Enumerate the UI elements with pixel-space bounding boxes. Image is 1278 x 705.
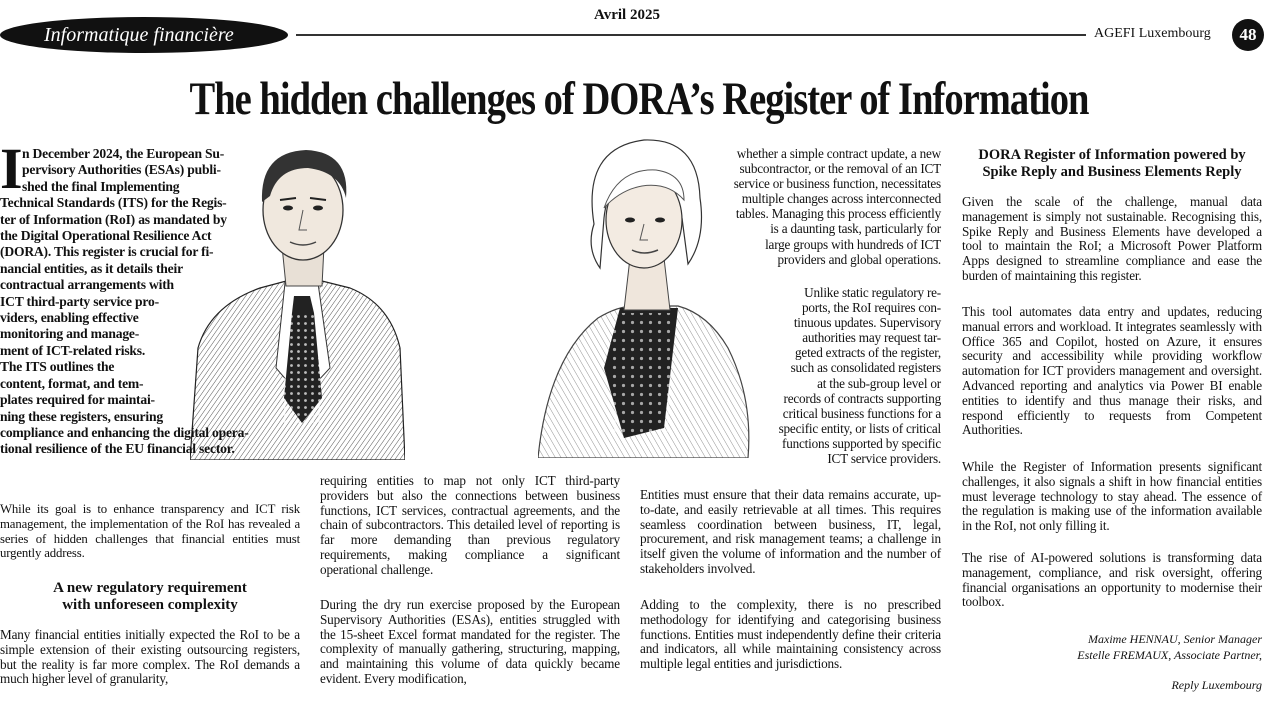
section-label: Informatique financière: [44, 24, 234, 46]
col3-mid-line: Unlike static regulatory re-: [804, 285, 941, 300]
signature: [962, 631, 1262, 693]
col3-mid-line: ICT service providers.: [827, 451, 941, 467]
intro-line: Technical Standards (ITS) for the Regis-: [0, 195, 227, 211]
signature-line2: Estelle FREMAUX, Associate Partner,: [1077, 648, 1262, 662]
intro-line: tional resilience of the EU financial sector.: [0, 441, 235, 457]
col3-mid-line: functions supported by specific: [782, 435, 941, 451]
intro-line: pervisory Authorities (ESAs) publi-: [22, 162, 221, 178]
intro-lead: [0, 136, 300, 458]
col3-mid-line: geted extracts of the register,: [795, 345, 941, 361]
intro-line: compliance and enhancing the digital opera-: [0, 424, 249, 440]
col3-top-line: providers and global operations.: [777, 251, 941, 267]
col3-top-line: whether a simple contract update, a new: [736, 146, 941, 161]
col4-para4: The rise of AI-powered solutions is transforming data management, compliance, and risk oversight, offering financial organisations an opportunity to modernise their toolbox.: [962, 550, 1262, 610]
col4-heading: [962, 147, 1262, 181]
signature-line1: Maxime HENNAU, Senior Manager: [1088, 632, 1262, 646]
col4-para1: Given the scale of the challenge, manual data management is simply not sustainable. Recognising this, Spike Reply and Business Elements have developed a tool to maintain the RoI; a Microsoft Power Platform Apps designed to streamline compliance and ease the burden of maintaining this register.: [962, 194, 1262, 283]
col4-heading-line2: Spike Reply and Business Elements Reply: [982, 164, 1242, 180]
intro-line: ning these registers, ensuring: [0, 408, 163, 424]
col3-para2: Adding to the complexity, there is no prescribed methodology for identifying and categorising business functions. Entities must independently define their criteria and indicators, all while maintaining consistency across multiple legal entities and jurisdictions.: [640, 597, 941, 672]
intro-line: n December 2024, the European Su-: [22, 146, 225, 161]
col3-mid-line: tinuous updates. Supervisory: [793, 315, 941, 331]
header-rule: [296, 34, 1086, 36]
dropcap: I: [0, 136, 23, 201]
section-tag: [0, 17, 288, 53]
intro-line: (DORA). This register is crucial for fi-: [0, 244, 214, 260]
col3-top-line: tables. Managing this process efficiently: [735, 206, 941, 222]
intro-line: monitoring and manage-: [0, 326, 140, 342]
col1-subhead-line2: with unforeseen complexity: [62, 597, 238, 613]
headline: The hidden challenges of DORA’s Register of Information: [189, 73, 1089, 125]
col3-mid-line: at the sub-group level or: [817, 375, 941, 391]
col3-mid-line: ports, the RoI requires con-: [801, 300, 941, 316]
intro-line: viders, enabling effective: [0, 310, 139, 326]
col3-top-line: subcontractor, or the removal of an ICT: [739, 161, 941, 177]
col3-mid-lines: [700, 285, 941, 466]
col3-top-line: is a daunting task, particularly for: [770, 221, 941, 237]
col1-subhead: [0, 580, 300, 614]
intro-line: ter of Information (RoI) as mandated by: [0, 211, 227, 227]
intro-line: The ITS outlines the: [0, 359, 115, 375]
intro-line: ment of ICT-related risks.: [0, 342, 146, 358]
intro-line: plates required for maintai-: [0, 392, 155, 408]
intro-line: ICT third-party service pro-: [0, 293, 159, 309]
col1-para2: Many financial entities initially expected the RoI to be a simple extension of their existing outsourcing registers, but the reality is far more complex. The RoI demands a much higher level of granularity,: [0, 627, 300, 687]
intro-line: the Digital Operational Resilience Act: [0, 228, 212, 244]
col3-mid-line: authorities may request tar-: [802, 330, 941, 346]
col4-heading-line1: DORA Register of Information powered by: [978, 147, 1246, 163]
intro-line: nancial entities, as it details their: [0, 260, 183, 276]
signature-line3: Reply Luxembourg: [1171, 678, 1262, 692]
col4-para3: While the Register of Information presents significant challenges, it also signals a shift in how financial entities must leverage technology to stay ahead. The essence of the regulation is making use of the information available in the RoI, not only filling it.: [962, 459, 1262, 534]
intro-line: shed the final Implementing: [22, 178, 180, 194]
col3-top-line: multiple changes across interconnected: [741, 191, 941, 207]
page-number: 48: [1232, 19, 1264, 51]
col3-mid-line: critical business functions for a: [782, 405, 941, 421]
publication-name: AGEFI Luxembourg: [1094, 26, 1211, 41]
col3-top-lines: [640, 146, 941, 267]
issue-date: Avril 2025: [594, 7, 660, 23]
col1-subhead-line1: A new regulatory requirement: [53, 580, 247, 596]
col2-para2: During the dry run exercise proposed by the European Supervisory Authorities (ESAs), entities struggled with the 15-sheet Excel format mandated for the register. The complexity of manually gathering, structuring, mapping, and maintaining this volume of data quickly became evident. Every modification,: [320, 597, 620, 686]
col3-mid-line: specific entity, or lists of critical: [778, 420, 941, 436]
col1-para1: While its goal is to enhance transparency and ICT risk management, the implementation of the RoI has revealed a series of hidden challenges that financial entities must urgently address.: [0, 502, 300, 561]
col3-top-line: large groups with hundreds of ICT: [765, 236, 941, 252]
col4-para2: This tool automates data entry and updates, reducing manual errors and workload. It integrates seamlessly with Office 365 and Copilot, hosted on Azure, it ensures security and accessibility while providing workflow automation for ICT providers management and oversight. Advanced reporting and analytics via Power BI enable entities to identify and thus manage their risks, and respond efficiently to requests from Competent Authorities.: [962, 304, 1262, 438]
col2-para1: requiring entities to map not only ICT third-party providers but also the connections between business functions, ICT services, contractual agreements, and the chain of subcontractors. This detailed level of reporting is far more demanding than previous regulatory requirements, making compliance a significant operational challenge.: [320, 473, 620, 577]
col3-mid-line: records of contracts supporting: [783, 390, 941, 406]
intro-line: content, format, and tem-: [0, 375, 144, 391]
col3-top-line: service or business function, necessitates: [733, 176, 941, 192]
col3-mid-line: such as consolidated registers: [790, 360, 941, 376]
intro-line: contractual arrangements with: [0, 277, 174, 293]
col3-para1: Entities must ensure that their data remains accurate, up-to-date, and easily retrievable at all times. This requires seamless coordination between business, IT, legal, procurement, and risk management teams; a challenge in itself given the volume of information and the number of stakeholders involved.: [640, 487, 941, 576]
